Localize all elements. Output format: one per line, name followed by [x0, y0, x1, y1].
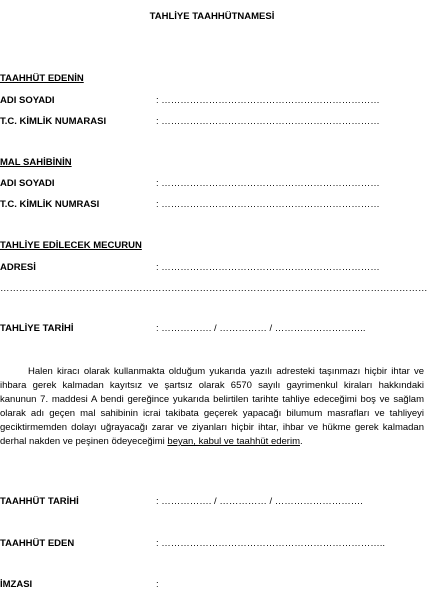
field-label: ADRESİ — [0, 262, 36, 273]
commitment-paragraph — [0, 365, 424, 449]
field-value: : …………………………………………………………….. — [156, 538, 386, 549]
field-value: : …………………………………………………………… — [156, 199, 380, 210]
address-continuation-line: ……………………………………………………………………………………………………………………… — [0, 283, 428, 294]
field-value: : ……………. / …………… / ………………………. — [156, 496, 363, 507]
field-row-owner-name — [0, 178, 424, 192]
field-label: TAHLİYE TARİHİ — [0, 323, 74, 334]
field-row-signature — [0, 579, 424, 593]
field-row-taahhut-id — [0, 116, 424, 130]
field-label: İMZASI — [0, 579, 33, 590]
field-row-taahhut-eden — [0, 538, 424, 552]
field-label: TAAHHÜT EDEN — [0, 538, 75, 549]
field-label: ADI SOYADI — [0, 95, 55, 106]
paragraph-end: . — [299, 436, 303, 447]
field-value: : — [156, 579, 159, 590]
field-row-owner-id — [0, 199, 424, 213]
field-value: : …………………………………………………………… — [156, 95, 380, 106]
field-value: : ……………. / …………… / ……………………….. — [156, 323, 366, 334]
section-heading-taahhut-eden: TAAHHÜT EDENİN — [0, 73, 84, 84]
document-title: TAHLİYE TAAHHÜTNAMESİ — [149, 11, 275, 22]
field-value: : …………………………………………………………… — [156, 178, 380, 189]
field-row-taahhut-name — [0, 95, 424, 109]
section-heading-mal-sahibi: MAL SAHİBİNİN — [0, 157, 72, 168]
field-label: ADI SOYADI — [0, 178, 55, 189]
paragraph-text: Halen kiracı olarak kullanmakta olduğum yukarıda yazılı adresteki taşınmazı hiçbir ihtar ve ihbara gerek kalmadan kayıtsız ve şartsız olarak 6570 sayılı gayrimenkul kiraları hakkındaki kanunun 7. maddesi A bendi gereğince yukarıda belirtilen tarihte tahliye edeceğimi boş ve sağlam olarak adı geçen mal sahibinin icrai takibata geçerek yapacağı bilumum masrafları ve tahliyeyi geciktirmemden dolayı uğrayacağı zarar ve ziyanları hiçbir ihtar, ihbar ve hükme gerek kalmadan derhal nakden ve peşinen ödeyeceğimi — [0, 366, 424, 447]
field-label: T.C. KİMLİK NUMARASI — [0, 116, 107, 127]
field-label: T.C. KİMLİK NUMRASI — [0, 199, 100, 210]
field-label: TAAHHÜT TARİHİ — [0, 496, 79, 507]
field-row-tahliye-date — [0, 323, 424, 337]
section-heading-mecur: TAHLİYE EDİLECEK MECURUN — [0, 240, 142, 251]
field-row-address — [0, 262, 424, 276]
field-row-taahhut-date — [0, 496, 424, 510]
paragraph-underlined-text: beyan, kabul ve taahhüt ederim — [167, 436, 300, 447]
field-value: : …………………………………………………………… — [156, 262, 380, 273]
field-value: : …………………………………………………………… — [156, 116, 380, 127]
